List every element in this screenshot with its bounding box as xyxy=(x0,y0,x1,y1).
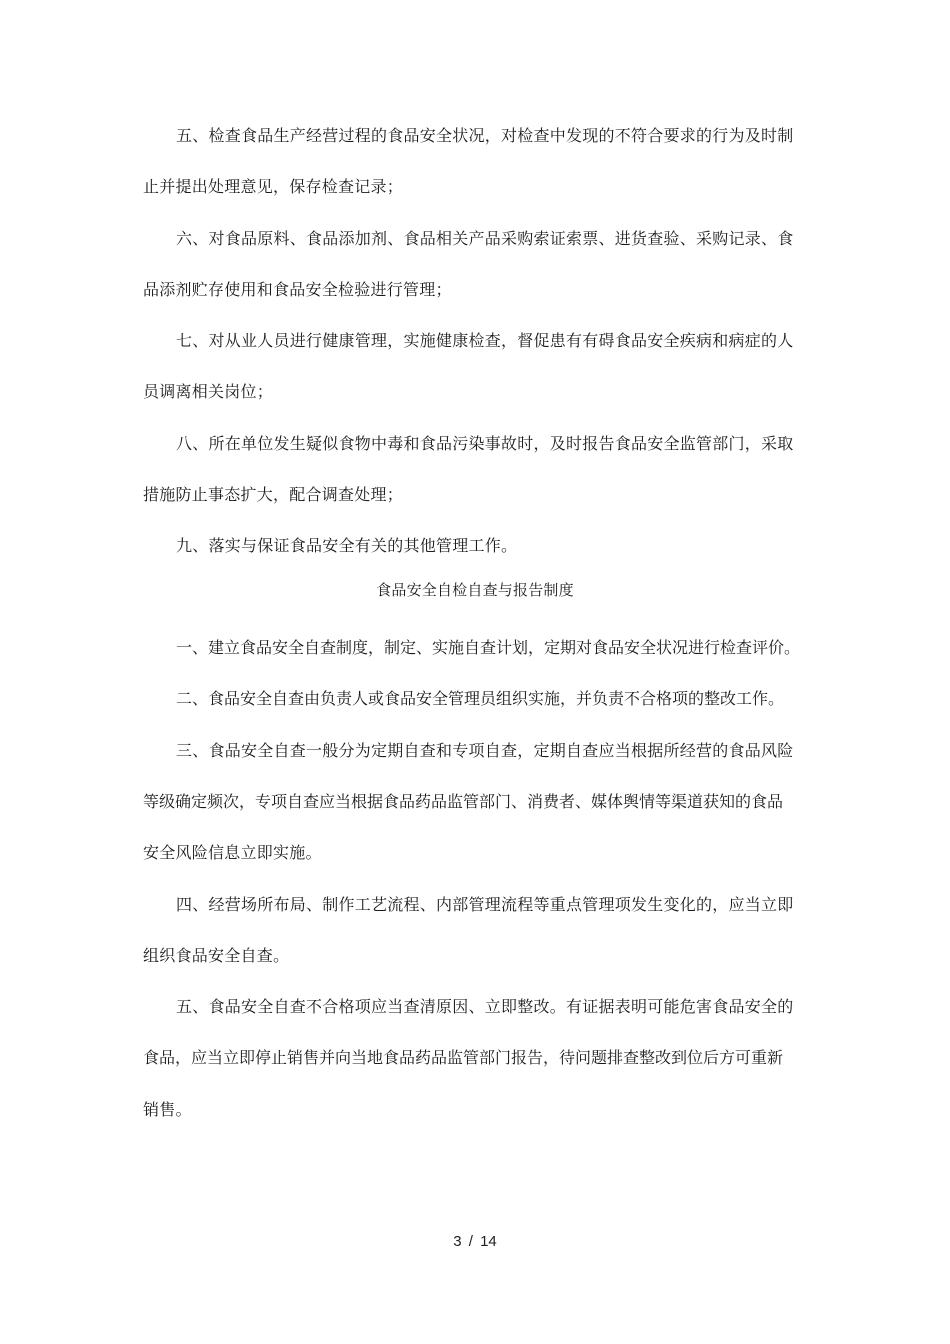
paragraph-line: 止并提出处理意见，保存检查记录； xyxy=(143,177,404,196)
paragraph-line: 一、建立食品安全自查制度，制定、实施自查计划，定期对食品安全状况进行检查评价。 xyxy=(176,638,801,657)
paragraph-line: 七、对从业人员进行健康管理，实施健康检查，督促患有有碍食品安全疾病和病症的人 xyxy=(176,331,794,350)
paragraph-line: 五、检查食品生产经营过程的食品安全状况，对检查中发现的不符合要求的行为及时制 xyxy=(176,126,794,145)
paragraph-line: 五、食品安全自查不合格项应当查清原因、立即整改。有证据表明可能危害食品安全的 xyxy=(176,997,794,1016)
paragraph-line: 组织食品安全自查。 xyxy=(143,946,290,965)
paragraph-line: 四、经营场所布局、制作工艺流程、内部管理流程等重点管理项发生变化的，应当立即 xyxy=(176,895,794,914)
paragraph-line: 安全风险信息立即实施。 xyxy=(143,843,322,862)
paragraph-line: 措施防止事态扩大，配合调查处理； xyxy=(143,485,404,504)
paragraph-line: 员调离相关岗位； xyxy=(143,382,274,401)
paragraph-line: 六、对食品原料、食品添加剂、食品相关产品采购索证索票、进货查验、采购记录、食 xyxy=(176,229,794,248)
paragraph-line: 品添剂贮存使用和食品安全检验进行管理； xyxy=(143,280,452,299)
page-number: 3 / 14 xyxy=(453,1233,497,1250)
section-title: 食品安全自检自查与报告制度 xyxy=(376,581,574,599)
paragraph-line: 食品，应当立即停止销售并向当地食品药品监管部门报告，待问题排查整改到位后方可重新 xyxy=(143,1048,784,1067)
paragraph-line: 三、食品安全自查一般分为定期自查和专项自查，定期自查应当根据所经营的食品风险 xyxy=(176,741,794,760)
paragraph-line: 九、落实与保证食品安全有关的其他管理工作。 xyxy=(176,536,518,555)
paragraph-line: 销售。 xyxy=(143,1100,192,1119)
paragraph-line: 等级确定频次，专项自查应当根据食品药品监管部门、消费者、媒体舆情等渠道获知的食品 xyxy=(143,792,784,811)
paragraph-line: 八、所在单位发生疑似食物中毒和食品污染事故时，及时报告食品安全监管部门，采取 xyxy=(176,434,794,453)
paragraph-line: 二、食品安全自查由负责人或食品安全管理员组织实施，并负责不合格项的整改工作。 xyxy=(176,689,785,708)
